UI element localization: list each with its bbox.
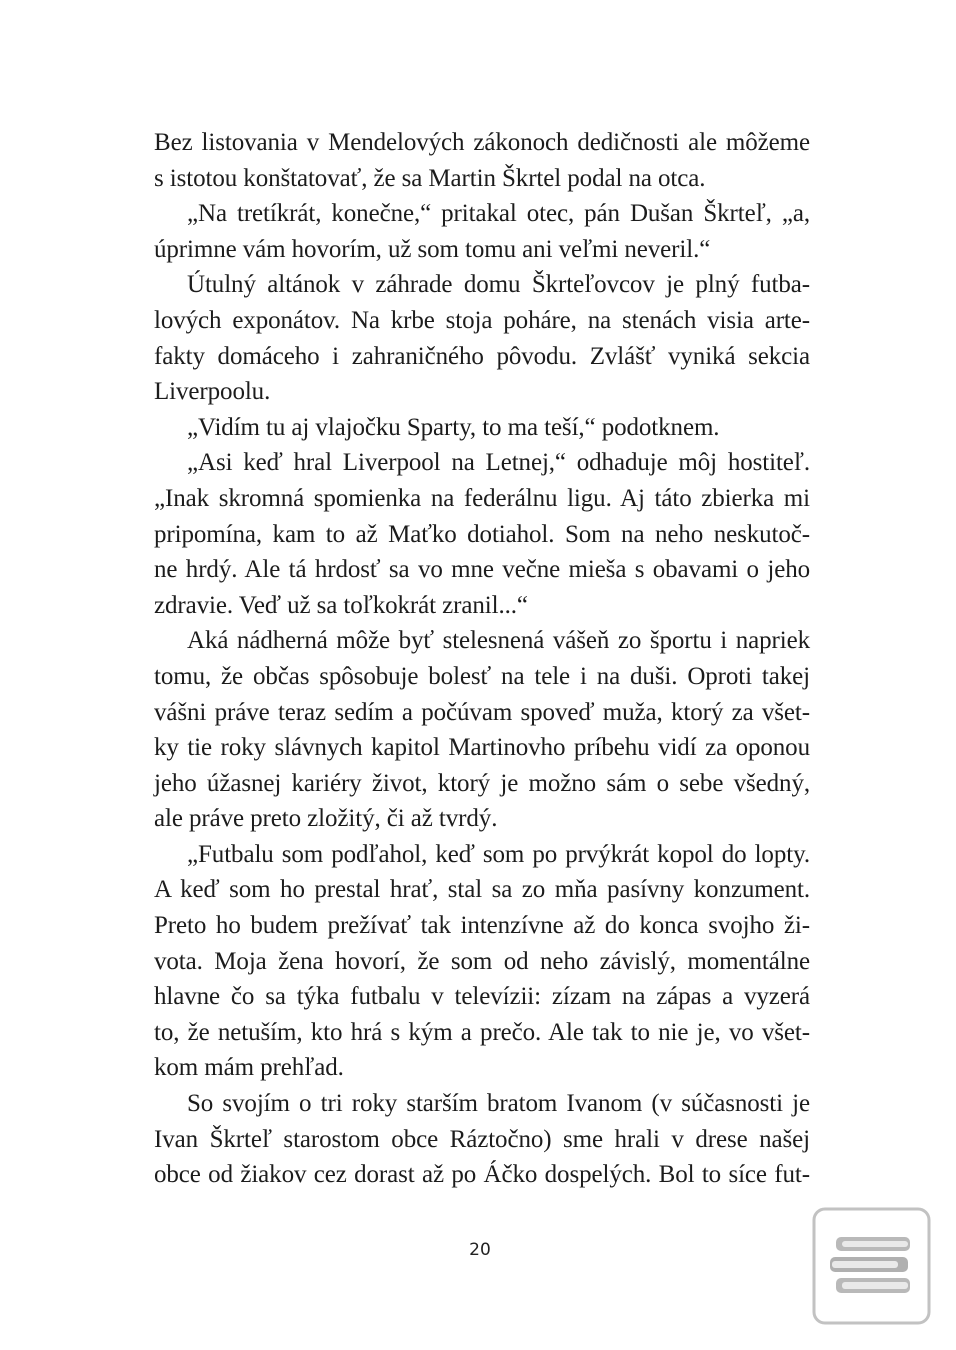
text-line: Bez listovania v Mendelových zákonoch dedičnosti ale môžeme	[154, 129, 810, 156]
text-line: tomu, že občas spôsobuje bolesť na tele i na duši. Oproti takej	[154, 662, 810, 690]
text-line: to, že netuším, kto hrá s kým a prečo. Ale tak to nie je, vo všet-	[154, 1018, 810, 1046]
book-stack-icon	[812, 1207, 931, 1325]
text-line: fakty domáceho i zahraničného pôvodu. Zvlášť vyniká sekcia	[154, 342, 810, 370]
text-line: „Na tretíkrát, konečne,“ pritakal otec, pán Dušan Škrteľ, „a,	[187, 200, 810, 228]
text-line: vášni práve teraz sedím a počúvam spoveď muža, ktorý za všet-	[154, 698, 810, 726]
text-line: ky tie roky slávnych kapitol Martinovho príbehu vidí za oponou	[154, 734, 810, 762]
text-line: Preto ho budem prežívať tak intenzívne až do konca svojho ži-	[154, 912, 810, 940]
text-line: úprimne vám hovorím, už som tomu ani veľmi neveril.“	[154, 235, 711, 263]
text-line: Aká nádherná môže byť stelesnená vášeň zo športu i napriek	[187, 627, 810, 655]
text-line: So svojím o tri roky starším bratom Ivanom (v súčasnosti je	[187, 1090, 810, 1118]
text-line: A keď som ho prestal hrať, stal sa zo mňa pasívny konzument.	[154, 876, 810, 904]
text-line: Útulný altánok v záhrade domu Škrteľovcov je plný futba-	[187, 271, 810, 299]
text-line: kom mám prehľad.	[154, 1054, 344, 1082]
text-line: „Inak skromná spomienka na federálnu ligu. Aj táto zbierka mi	[154, 484, 810, 512]
text-line: hlavne čo sa týka futbalu v televízii: zízam na zápas a vyzerá	[154, 983, 810, 1011]
text-line: ale práve preto zložitý, či až tvrdý.	[154, 805, 498, 833]
body-text	[154, 125, 810, 1193]
text-line: Liverpoolu.	[154, 378, 271, 406]
text-line: „Vidím tu aj vlajočku Sparty, to ma teší,“ podotknem.	[187, 413, 720, 441]
text-line: obce od žiakov cez dorast až po Áčko dospelých. Bol to síce fut-	[154, 1161, 810, 1189]
text-line: „Asi keď hral Liverpool na Letnej,“ odhaduje môj hostiteľ.	[187, 449, 810, 477]
text-line: ne hrdý. Ale tá hrdosť sa vo mne večne mieša s obavami o jeho	[154, 556, 810, 584]
text-line: vota. Moja žena hovorí, že som od neho závislý, momentálne	[154, 947, 810, 975]
text-line: Ivan Škrteľ starostom obce Ráztočno) sme hrali v drese našej	[154, 1125, 810, 1153]
text-line: pripomína, kam to až Maťko dotiahol. Som na neho neskutoč-	[154, 520, 810, 548]
text-line: s istotou konštatovať, že sa Martin Škrtel podal na otca.	[154, 164, 706, 192]
page-number: 20	[469, 1240, 491, 1260]
text-line: jeho úžasnej kariéry život, ktorý je možno sám o sebe všedný,	[154, 769, 810, 797]
text-line: „Futbalu som podľahol, keď som po prvýkrát kopol do lopty.	[187, 840, 810, 868]
text-line: lových exponátov. Na krbe stoja poháre, na stenách visia arte-	[154, 306, 810, 334]
text-line: zdravie. Veď už sa toľkokrát zranil...“	[154, 591, 528, 619]
